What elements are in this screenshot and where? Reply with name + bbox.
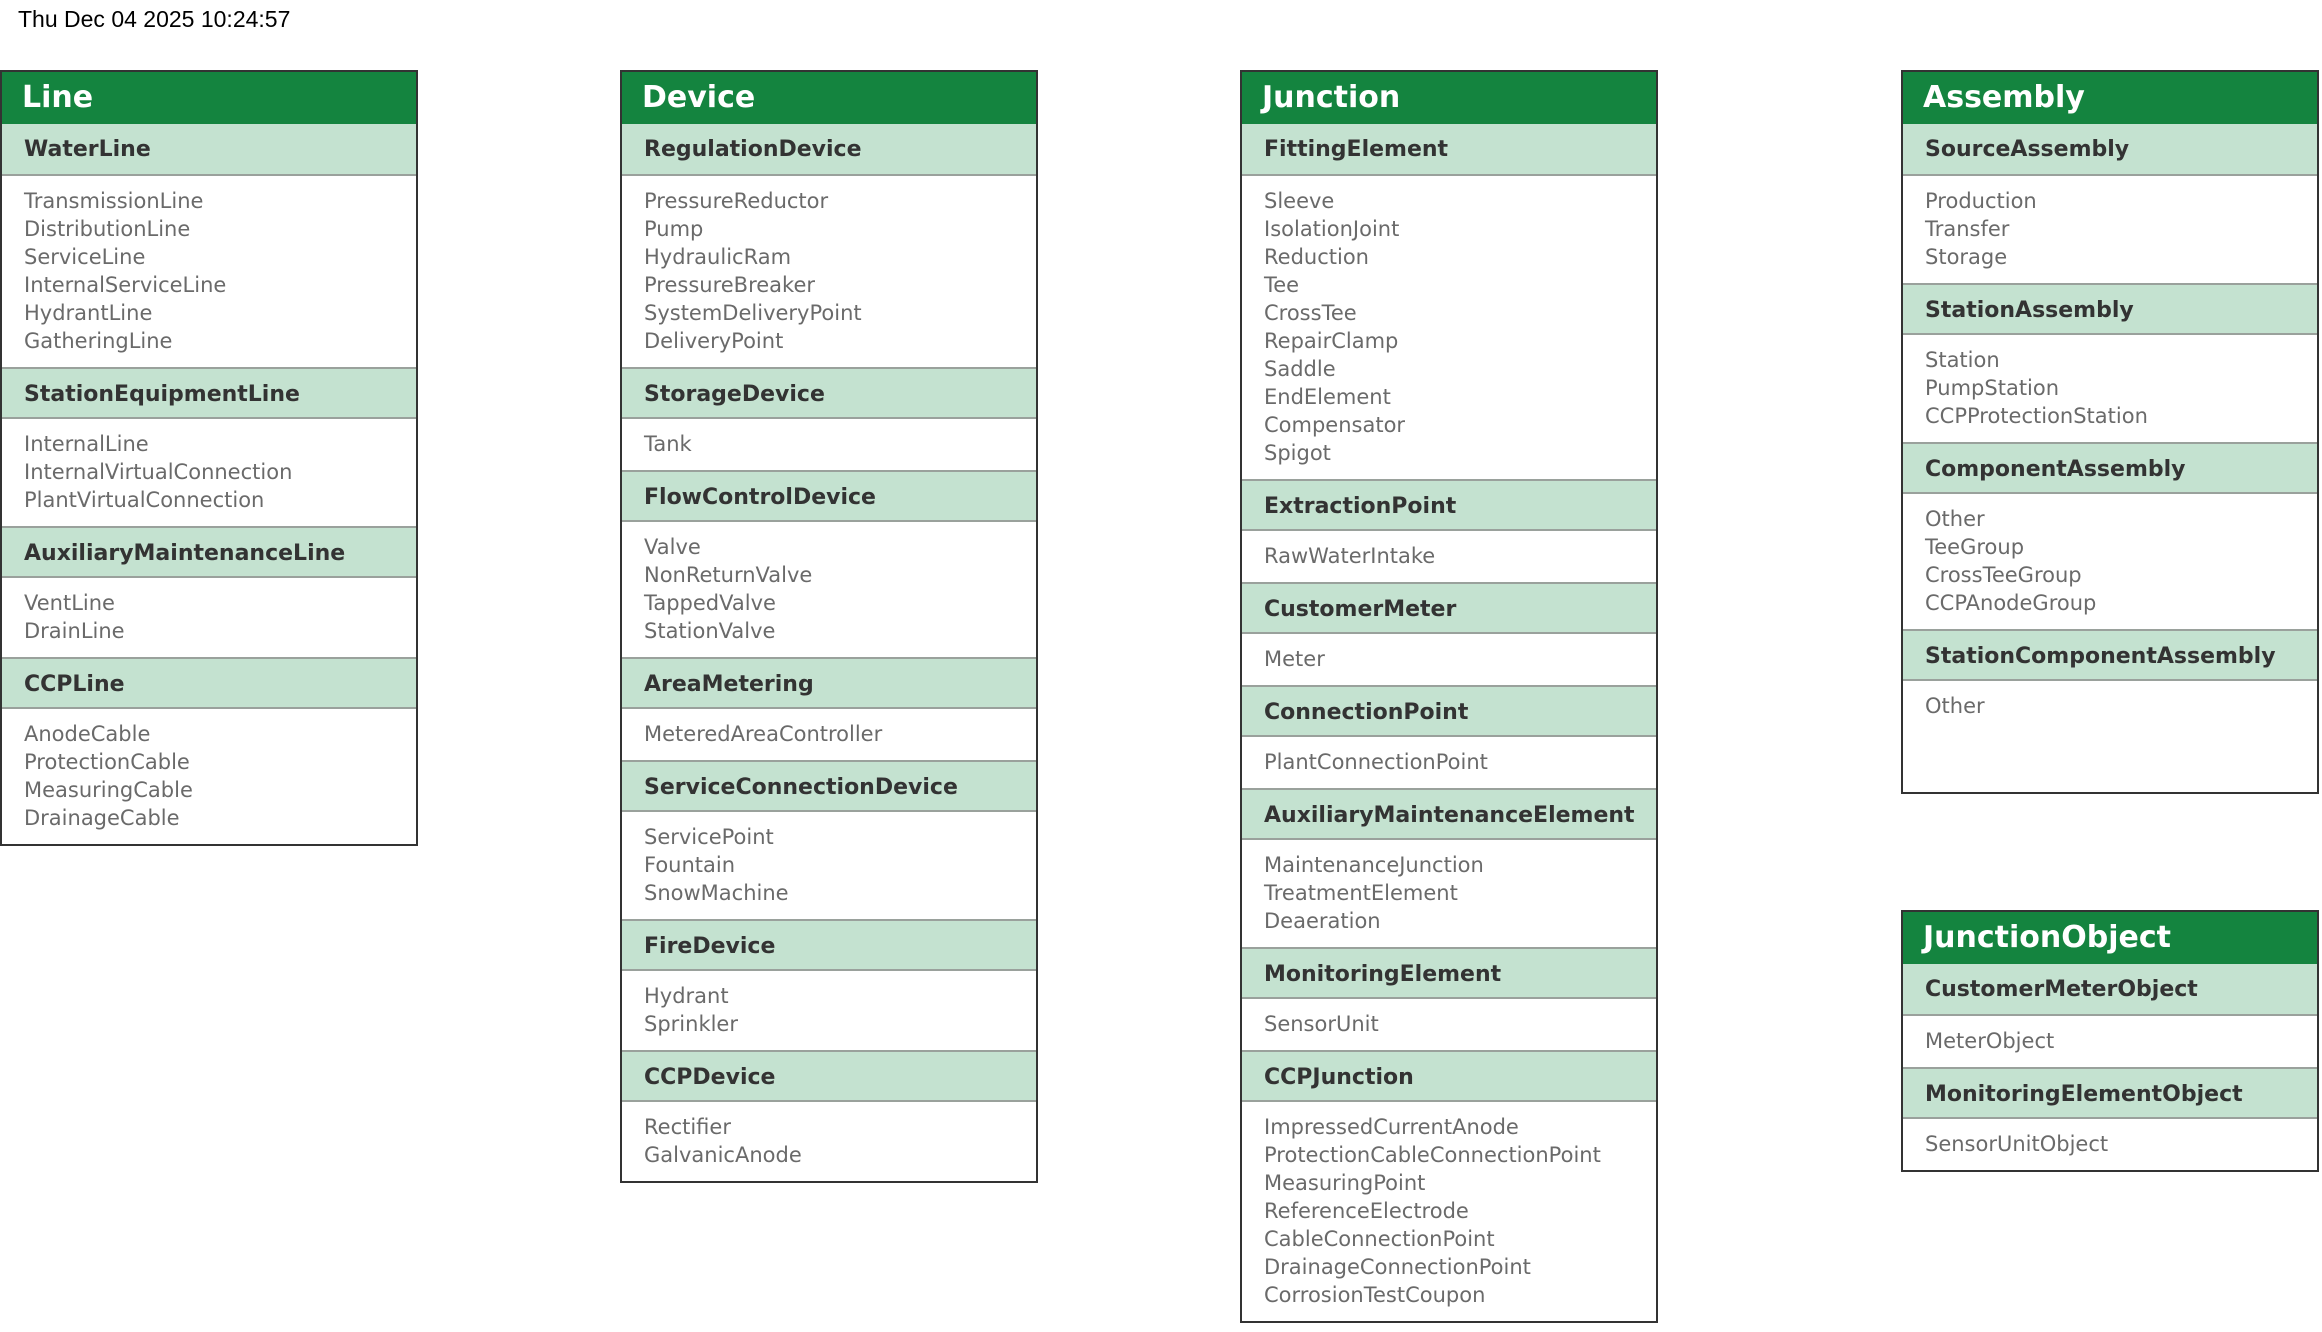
list-item: DistributionLine [24, 217, 191, 241]
card-junction [1240, 70, 1658, 1323]
group-title: AreaMetering [622, 657, 1036, 709]
list-item: EndElement [1264, 385, 1391, 409]
list-item: RawWaterIntake [1264, 544, 1436, 568]
list-item: DeliveryPoint [644, 329, 784, 353]
group-items [1903, 335, 2317, 442]
group-items [2, 578, 416, 657]
list-item: Deaeration [1264, 909, 1381, 933]
list-item: Station [1925, 348, 2000, 372]
card-title: Line [2, 72, 416, 124]
list-item: Sleeve [1264, 189, 1335, 213]
list-item: ReferenceElectrode [1264, 1199, 1469, 1223]
group-title: MonitoringElement [1242, 947, 1656, 999]
list-item: Production [1925, 189, 2037, 213]
list-item: CrossTeeGroup [1925, 563, 2082, 587]
list-item: Other [1925, 507, 1985, 531]
list-item: MeasuringCable [24, 778, 193, 802]
list-item: ProtectionCable [24, 750, 190, 774]
group-items [622, 522, 1036, 657]
list-item: InternalLine [24, 432, 149, 456]
list-item: IsolationJoint [1264, 217, 1400, 241]
group-title: SourceAssembly [1903, 124, 2317, 176]
group-title: ServiceConnectionDevice [622, 760, 1036, 812]
list-item: Saddle [1264, 357, 1336, 381]
group-title: AuxiliaryMaintenanceLine [2, 526, 416, 578]
group-items [622, 709, 1036, 760]
group-title: ExtractionPoint [1242, 479, 1656, 531]
list-item: Transfer [1925, 217, 2010, 241]
list-item: MeterObject [1925, 1029, 2055, 1053]
list-item: PressureBreaker [644, 273, 816, 297]
list-item: PlantVirtualConnection [24, 488, 265, 512]
list-item: ServiceLine [24, 245, 146, 269]
list-item: NonReturnValve [644, 563, 813, 587]
group-items [1242, 840, 1656, 947]
list-item: Reduction [1264, 245, 1369, 269]
card-title: Assembly [1903, 72, 2317, 124]
group-items [622, 419, 1036, 470]
group-title: MonitoringElementObject [1903, 1067, 2317, 1119]
list-item: PlantConnectionPoint [1264, 750, 1488, 774]
list-item: RepairClamp [1264, 329, 1399, 353]
list-item: InternalServiceLine [24, 273, 227, 297]
group-items [622, 812, 1036, 919]
group-title: RegulationDevice [622, 124, 1036, 176]
group-items [622, 1102, 1036, 1181]
list-item: ServicePoint [644, 825, 774, 849]
list-item: Tank [644, 432, 692, 456]
list-item: SnowMachine [644, 881, 789, 905]
group-title: StationComponentAssembly [1903, 629, 2317, 681]
group-title: FittingElement [1242, 124, 1656, 176]
group-items [1903, 681, 2317, 732]
list-item: Meter [1264, 647, 1325, 671]
list-item: MeteredAreaController [644, 722, 883, 746]
group-items [2, 709, 416, 844]
list-item: VentLine [24, 591, 115, 615]
card-title: Junction [1242, 72, 1656, 124]
list-item: TreatmentElement [1264, 881, 1458, 905]
group-items [1242, 634, 1656, 685]
card-junction-object [1901, 910, 2319, 1172]
list-item: AnodeCable [24, 722, 151, 746]
list-item: ProtectionCableConnectionPoint [1264, 1143, 1601, 1167]
list-item: GatheringLine [24, 329, 173, 353]
list-item: DrainageConnectionPoint [1264, 1255, 1531, 1279]
list-item: HydraulicRam [644, 245, 792, 269]
list-item: PressureReductor [644, 189, 829, 213]
group-title: CustomerMeter [1242, 582, 1656, 634]
list-item: Sprinkler [644, 1012, 738, 1036]
group-items [1242, 176, 1656, 479]
list-item: MaintenanceJunction [1264, 853, 1484, 877]
list-item: Other [1925, 694, 1985, 718]
group-title: CCPDevice [622, 1050, 1036, 1102]
group-items [1903, 1119, 2317, 1170]
card-device [620, 70, 1038, 1183]
group-items [1903, 494, 2317, 629]
list-item: PumpStation [1925, 376, 2060, 400]
list-item: InternalVirtualConnection [24, 460, 293, 484]
list-item: Rectifier [644, 1115, 731, 1139]
group-title: StorageDevice [622, 367, 1036, 419]
list-item: TeeGroup [1925, 535, 2025, 559]
card-line [0, 70, 418, 846]
list-item: SensorUnitObject [1925, 1132, 2109, 1156]
group-items [1903, 176, 2317, 283]
group-items [622, 971, 1036, 1050]
group-title: FireDevice [622, 919, 1036, 971]
group-title: CCPJunction [1242, 1050, 1656, 1102]
list-item: Storage [1925, 245, 2008, 269]
group-title: WaterLine [2, 124, 416, 176]
group-title: AuxiliaryMaintenanceElement [1242, 788, 1656, 840]
list-item: CrossTee [1264, 301, 1357, 325]
list-item: HydrantLine [24, 301, 153, 325]
group-title: StationEquipmentLine [2, 367, 416, 419]
group-items [1242, 737, 1656, 788]
list-item: DrainageCable [24, 806, 180, 830]
group-items [2, 419, 416, 526]
list-item: TransmissionLine [24, 189, 204, 213]
group-items [1242, 999, 1656, 1050]
list-item: Spigot [1264, 441, 1331, 465]
group-title: FlowControlDevice [622, 470, 1036, 522]
group-title: ConnectionPoint [1242, 685, 1656, 737]
list-item: StationValve [644, 619, 776, 643]
list-item: MeasuringPoint [1264, 1171, 1426, 1195]
list-item: DrainLine [24, 619, 125, 643]
group-title: StationAssembly [1903, 283, 2317, 335]
list-item: CorrosionTestCoupon [1264, 1283, 1486, 1307]
list-item: GalvanicAnode [644, 1143, 802, 1167]
group-items [2, 176, 416, 367]
list-item: Fountain [644, 853, 736, 877]
card-title: Device [622, 72, 1036, 124]
group-title: CCPLine [2, 657, 416, 709]
timestamp: Thu Dec 04 2025 10:24:57 [18, 6, 291, 32]
list-item: CCPAnodeGroup [1925, 591, 2097, 615]
group-title: CustomerMeterObject [1903, 964, 2317, 1016]
list-item: ImpressedCurrentAnode [1264, 1115, 1519, 1139]
list-item: CCPProtectionStation [1925, 404, 2148, 428]
card-assembly [1901, 70, 2319, 794]
list-item: CableConnectionPoint [1264, 1227, 1495, 1251]
card-title: JunctionObject [1903, 912, 2317, 964]
group-items [1242, 1102, 1656, 1321]
list-item: Compensator [1264, 413, 1406, 437]
group-items [1903, 1016, 2317, 1067]
list-item: SensorUnit [1264, 1012, 1379, 1036]
group-items [622, 176, 1036, 367]
list-item: Tee [1264, 273, 1300, 297]
group-items [1242, 531, 1656, 582]
list-item: SystemDeliveryPoint [644, 301, 862, 325]
list-item: Hydrant [644, 984, 729, 1008]
list-item: Pump [644, 217, 704, 241]
list-item: TappedValve [644, 591, 776, 615]
group-title: ComponentAssembly [1903, 442, 2317, 494]
list-item: Valve [644, 535, 701, 559]
